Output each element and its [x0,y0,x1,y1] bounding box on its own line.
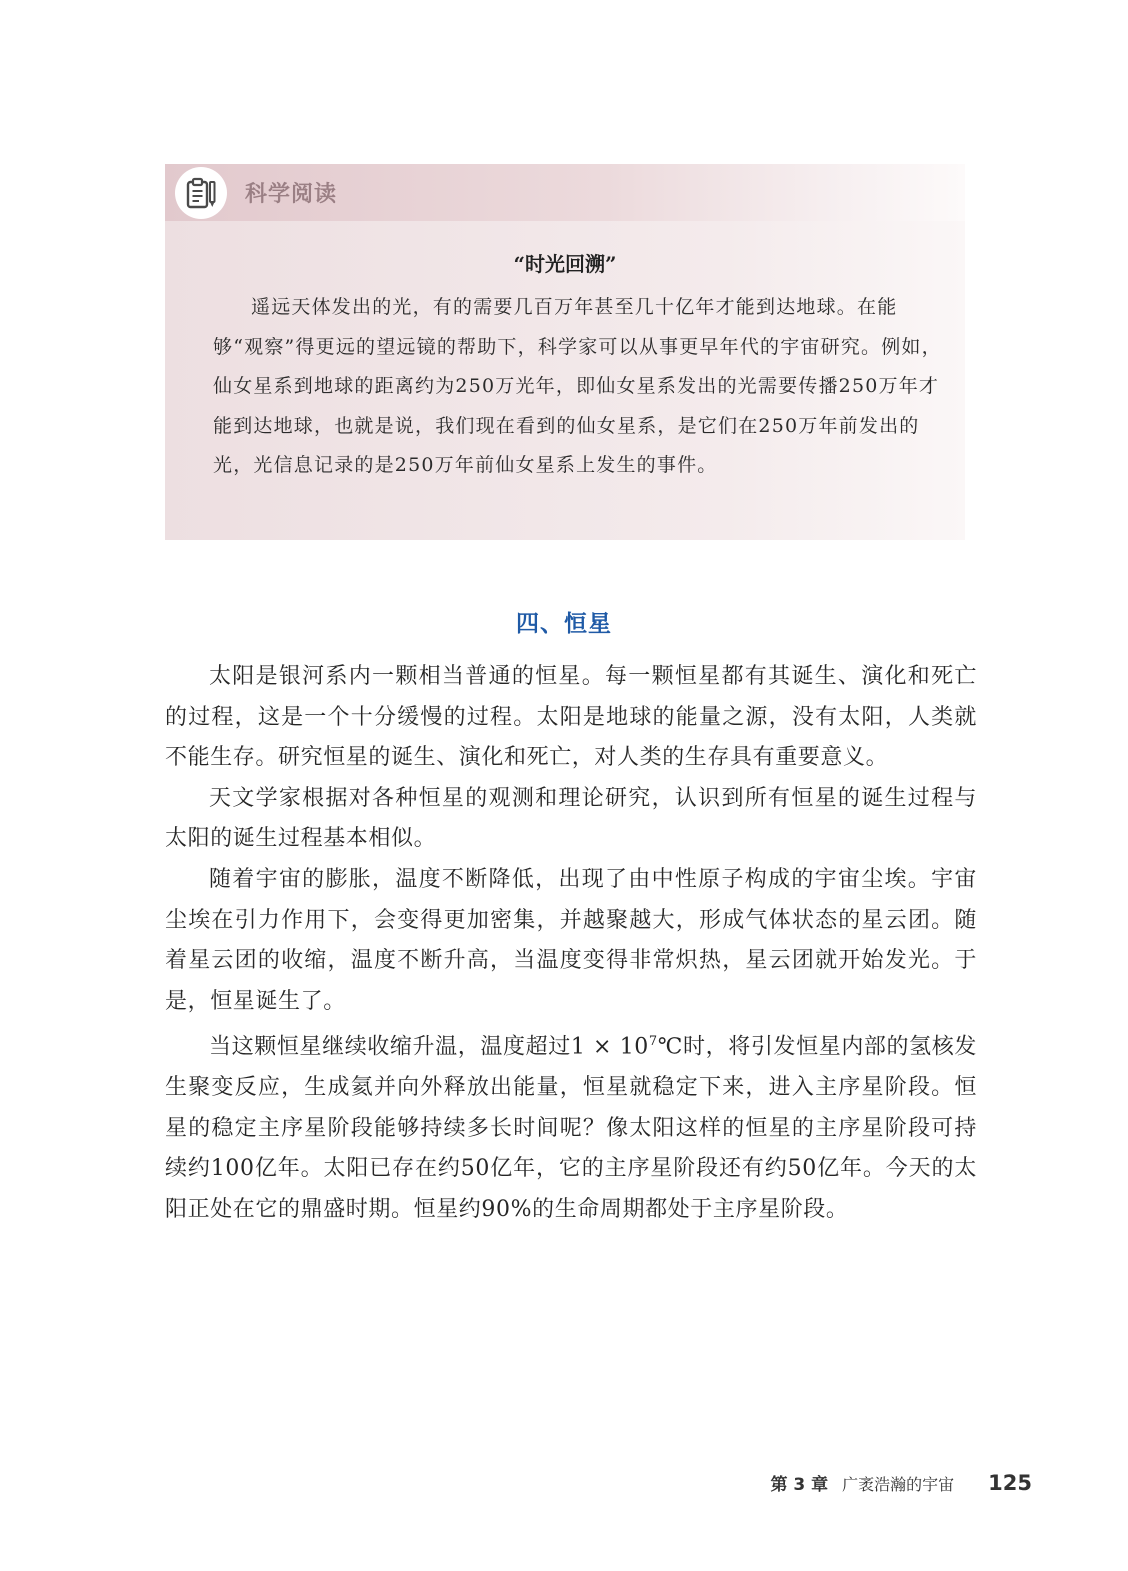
paragraph-4-text-a: 当这颗恒星继续收缩升温，温度超过1 × 10 [209,1034,649,1060]
paragraph-4-text-b: ℃时，将引发恒星内部的氢核发生聚变反应，生成氦并向外释放出能量，恒星就稳定下来，进入主序星阶段。恒星的稳定主序星阶段能够持续多长时间呢？像太阳这样的恒星的主序星阶段可持续约100亿年。太阳已存在约50亿年，它的主序星阶段还有约50亿年。今天的太阳正处在它的鼎盛时期。恒星约90%的生命周期都处于主序星阶段。 [165,1034,977,1223]
page-footer [770,1470,1032,1495]
page-number: 125 [988,1471,1032,1495]
clipboard-pencil-icon [175,167,227,219]
main-text [165,657,977,1231]
paragraph-1: 太阳是银河系内一颗相当普通的恒星。每一颗恒星都有其诞生、演化和死亡的过程，这是一个十分缓慢的过程。太阳是地球的能量之源，没有太阳，人类就不能生存。研究恒星的诞生、演化和死亡，对人类的生存具有重要意义。 [165,664,977,771]
paragraph-3: 随着宇宙的膨胀，温度不断降低，出现了由中性原子构成的宇宙尘埃。宇宙尘埃在引力作用下，会变得更加密集，并越聚越大，形成气体状态的星云团。随着星云团的收缩，温度不断升高，当温度变得非常炽热，星云团就开始发光。于是，恒星诞生了。 [165,866,977,1014]
chapter-number: 第 3 章 [770,1475,829,1495]
exponent: 7 [648,1034,658,1050]
science-reading-box [165,164,965,540]
reading-title: “时光回溯” [513,252,617,276]
paragraph-2: 天文学家根据对各种恒星的观测和理论研究，认识到所有恒星的诞生过程与太阳的诞生过程基本相似。 [165,785,977,852]
science-reading-label: 科学阅读 [245,182,338,207]
paragraph-4 [165,1022,977,1230]
reading-body: 遥远天体发出的光，有的需要几百万年甚至几十亿年才能到达地球。在能够“观察”得更远的望远镜的帮助下，科学家可以从事更早年代的宇宙研究。例如，仙女星系到地球的距离约为250万光年，即仙女星系发出的光需要传播250万年才能到达地球，也就是说，我们现在看到的仙女星系，是它们在250万年前发出的光，光信息记录的是250万年前仙女星系上发生的事件。 [213,296,942,476]
science-reading-header [165,164,965,221]
chapter-title: 广袤浩瀚的宇宙 [842,1475,955,1494]
section-heading: 四、恒星 [516,611,612,637]
